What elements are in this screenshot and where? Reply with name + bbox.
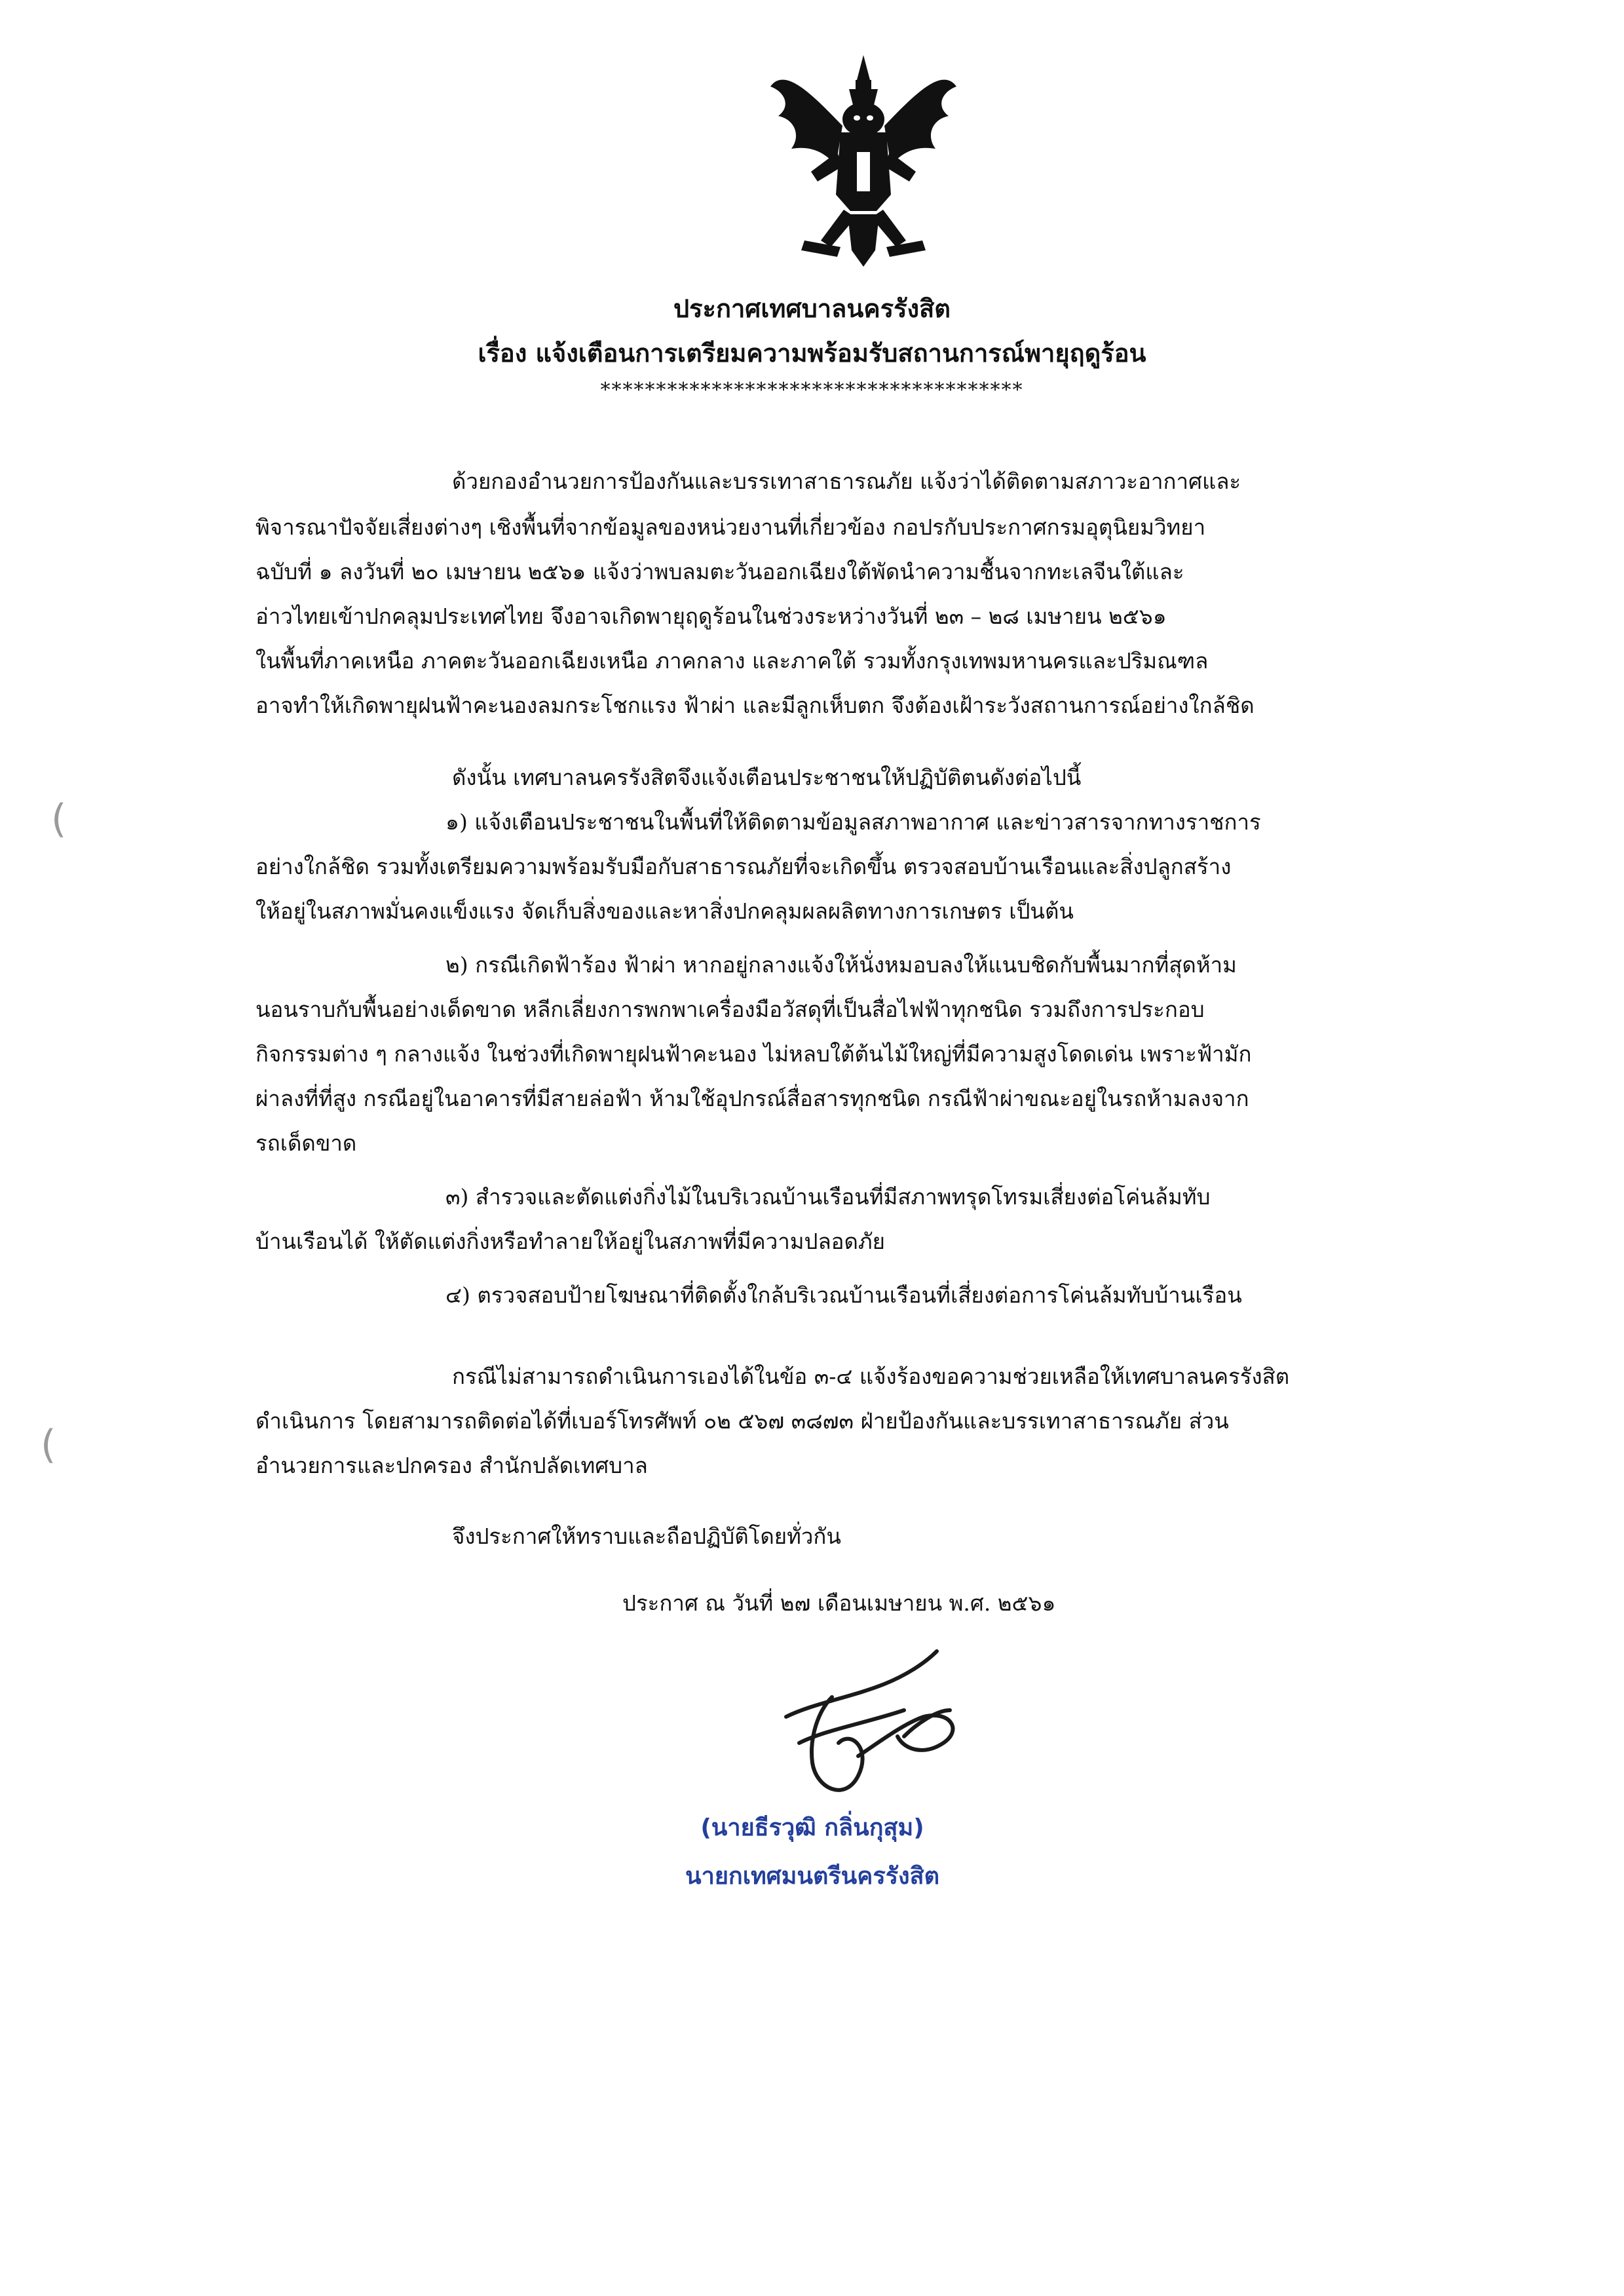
body-line: ในพื้นที่ภาคเหนือ ภาคตะวันออกเฉียงเหนือ ภาคกลาง และภาคใต้ รวมทั้งกรุงเทพมหานครและปริมณฑล (255, 648, 1209, 674)
list-item-2: ๒) กรณีเกิดฟ้าร้อง ฟ้าผ่า หากอยู่กลางแจ้งให้นั่งหมอบลงให้แนบชิดกับพื้นมากที่สุดห้าม (445, 952, 1237, 978)
signer-name: (นายธีรวุฒิ กลิ่นกุสุม) (700, 1814, 924, 1841)
announcement-title: ประกาศเทศบาลนครรังสิต (673, 294, 951, 323)
body-line: ฉบับที่ ๑ ลงวันที่ ๒๐ เมษายน ๒๕๖๑ แจ้งว่าพบลมตะวันออกเฉียงใต้พัดนำความชื้นจากทะเลจีนใต้และ (255, 559, 1184, 584)
body-line: ผ่าลงที่ที่สูง กรณีอยู่ในอาคารที่มีสายล่อฟ้า ห้ามใช้อุปกรณ์สื่อสารทุกชนิด กรณีฟ้าผ่าขณะอยู่ในรถห้ามลงจาก (255, 1086, 1249, 1111)
announcement-subject: เรื่อง แจ้งเตือนการเตรียมความพร้อมรับสถานการณ์พายุฤดูร้อน (478, 338, 1146, 368)
body-line: พิจารณาปัจจัยเสี่ยงต่างๆ เชิงพื้นที่จากข้อมูลของหน่วยงานที่เกี่ยวข้อง กอปรกับประกาศกรมอุตุนิยมวิทยา (255, 514, 1206, 540)
list-item-4: ๔) ตรวจสอบป้ายโฆษณาที่ติดตั้งใกล้บริเวณบ้านเรือนที่เสี่ยงต่อการโค่นล้มทับบ้านเรือน (445, 1282, 1242, 1308)
signer-title: นายกเทศมนตรีนครรังสิต (685, 1863, 939, 1890)
body-line: อย่างใกล้ชิด รวมทั้งเตรียมความพร้อมรับมือกับสาธารณภัยที่จะเกิดขึ้น ตรวจสอบบ้านเรือนและสิ่งปลูกสร้าง (255, 854, 1232, 879)
body-line: อาจทำให้เกิดพายุฝนฟ้าคะนองลมกระโชกแรง ฟ้าผ่า และมีลูกเห็บตก จึงต้องเฝ้าระวังสถานการณ์อย่างใกล้ชิด (255, 693, 1255, 718)
closing-line: จึงประกาศให้ทราบและถือปฏิบัติโดยทั่วกัน (452, 1523, 841, 1549)
punch-hole-mark: ( (41, 1422, 56, 1468)
body-line: ให้อยู่ในสภาพมั่นคงแข็งแรง จัดเก็บสิ่งของและหาสิ่งปกคลุมผลผลิตทางการเกษตร เป็นต้น (255, 898, 1074, 924)
body-line: กรณีไม่สามารถดำเนินการเองได้ในข้อ ๓-๔ แจ้งร้องขอความช่วยเหลือให้เทศบาลนครรังสิต (452, 1364, 1290, 1389)
body-line: รถเด็ดขาด (255, 1130, 357, 1156)
separator-line: ************************************** (600, 379, 1024, 402)
body-line: อ่าวไทยเข้าปกคลุมประเทศไทย จึงอาจเกิดพายุฤดูร้อนในช่วงระหว่างวันที่ ๒๓ – ๒๘ เมษายน ๒๕๖๑ (255, 603, 1167, 629)
list-item-3: ๓) สำรวจและตัดแต่งกิ่งไม้ในบริเวณบ้านเรือนที่มีสภาพทรุดโทรมเสี่ยงต่อโค่นล้มทับ (445, 1184, 1211, 1210)
body-line: อำนวยการและปกครอง สำนักปลัดเทศบาล (255, 1453, 648, 1478)
body-line: ดังนั้น เทศบาลนครรังสิตจึงแจ้งเตือนประชาชนให้ปฏิบัติตนดังต่อไปนี้ (452, 765, 1082, 790)
body-line: ดำเนินการ โดยสามารถติดต่อได้ที่เบอร์โทรศัพท์ ๐๒ ๕๖๗ ๓๘๗๓ ฝ่ายป้องกันและบรรเทาสาธารณภัย ส่วน (255, 1408, 1229, 1434)
announcement-date: ประกาศ ณ วันที่ ๒๗ เดือนเมษายน พ.ศ. ๒๕๖๑ (622, 1590, 1056, 1616)
punch-hole-mark: ( (51, 796, 67, 842)
body-line: ด้วยกองอำนวยการป้องกันและบรรเทาสาธารณภัย แจ้งว่าได้ติดตามสภาวะอากาศและ (452, 469, 1241, 494)
handwritten-signature (773, 1612, 989, 1828)
body-line: บ้านเรือนได้ ให้ตัดแต่งกิ่งหรือทำลายให้อยู่ในสภาพที่มีความปลอดภัย (255, 1229, 886, 1254)
body-line: กิจกรรมต่าง ๆ กลางแจ้ง ในช่วงที่เกิดพายุฝนฟ้าคะนอง ไม่หลบใต้ต้นไม้ใหญ่ที่มีความสูงโดดเด่น เพราะฟ้ามัก (255, 1041, 1252, 1067)
list-item-1: ๑) แจ้งเตือนประชาชนในพื้นที่ให้ติดตามข้อมูลสภาพอากาศ และข่าวสารจากทางราชการ (445, 809, 1261, 835)
garuda-emblem-icon (765, 54, 962, 270)
body-line: นอนราบกับพื้นอย่างเด็ดขาด หลีกเลี่ยงการพกพาเครื่องมือวัสดุที่เป็นสื่อไฟฟ้าทุกชนิด รวมถึงการประกอบ (255, 997, 1205, 1022)
